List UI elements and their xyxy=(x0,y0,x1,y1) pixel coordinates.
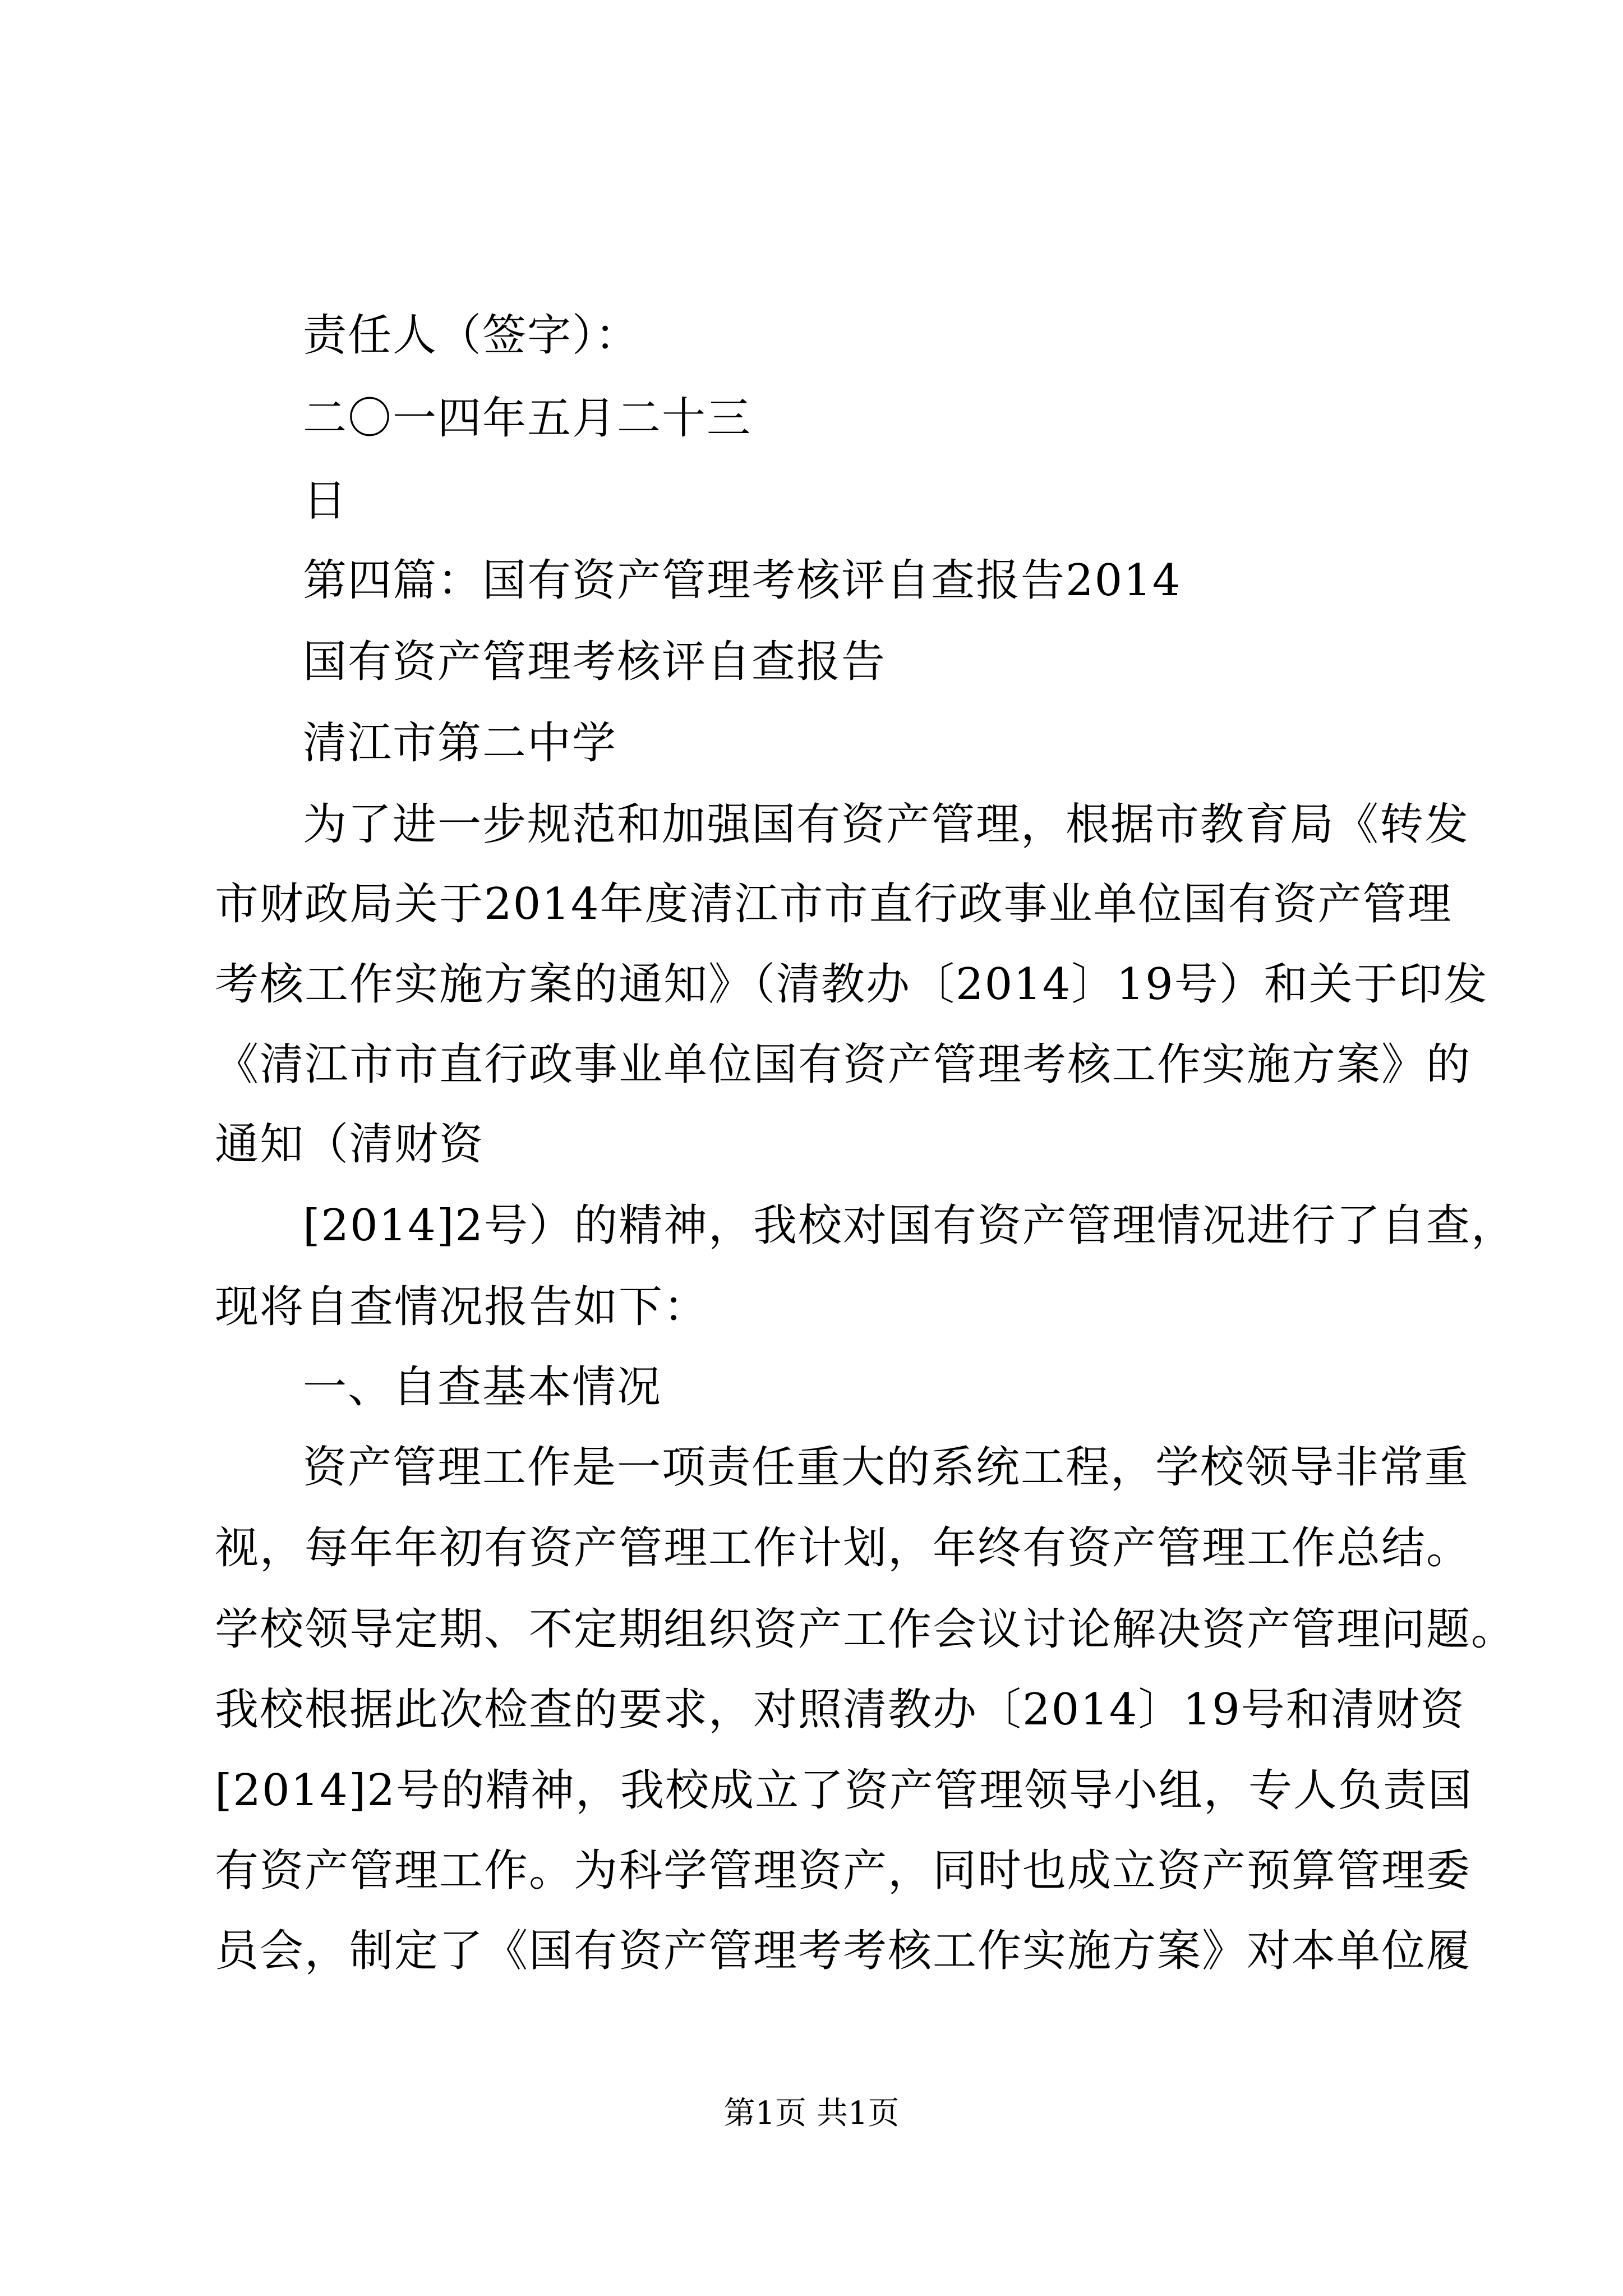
paragraph-line: 员会，制定了《国有资产管理考考核工作实施方案》对本单位履 xyxy=(215,1926,1472,1976)
paragraph-line: 现将自查情况报告如下： xyxy=(215,1282,709,1332)
date-line: 二〇一四年五月二十三 xyxy=(303,393,752,444)
school-name: 清江市第二中学 xyxy=(303,718,617,769)
paragraph-line: 有资产管理工作。为科学管理资产，同时也成立资产预算管理委 xyxy=(215,1846,1472,1896)
paragraph-line: 通知（清财资 xyxy=(215,1119,485,1170)
paragraph-line: 我校根据此次检查的要求，对照清教办〔2014〕19号和清财资 xyxy=(215,1685,1465,1735)
paragraph-line: 为了进一步规范和加强国有资产管理，根据市教育局《转发 xyxy=(303,799,1470,850)
section-heading: 第四篇：国有资产管理考核评自查报告2014 xyxy=(303,555,1182,606)
paragraph-line: 视，每年年初有资产管理工作计划，年终有资产管理工作总结。 xyxy=(215,1523,1472,1573)
paragraph-line: 《清江市市直行政事业单位国有资产管理考核工作实施方案》的 xyxy=(215,1039,1472,1090)
paragraph-line: 资产管理工作是一项责任重大的系统工程，学校领导非常重 xyxy=(303,1442,1470,1493)
paragraph-line: 市财政局关于2014年度清江市市直行政事业单位国有资产管理 xyxy=(215,879,1453,930)
paragraph-line: [2014]2号的精神，我校成立了资产管理领导小组，专人负责国 xyxy=(215,1765,1473,1816)
paragraph-line: [2014]2号）的精神，我校对国有资产管理情况进行了自查， xyxy=(303,1200,1516,1251)
report-title: 国有资产管理考核评自查报告 xyxy=(303,637,887,687)
signature-line: 责任人（签字）： xyxy=(303,310,640,361)
page-footer: 第1页 共1页 xyxy=(723,2095,900,2132)
paragraph-line: 考核工作实施方案的通知》（清教办〔2014〕19号）和关于印发 xyxy=(215,959,1488,1010)
paragraph-line: 学校领导定期、不定期组织资产工作会议讨论解决资产管理问题。 xyxy=(215,1604,1516,1655)
subsection-heading: 一、自查基本情况 xyxy=(303,1362,662,1412)
date-line-continued: 日 xyxy=(303,476,348,526)
